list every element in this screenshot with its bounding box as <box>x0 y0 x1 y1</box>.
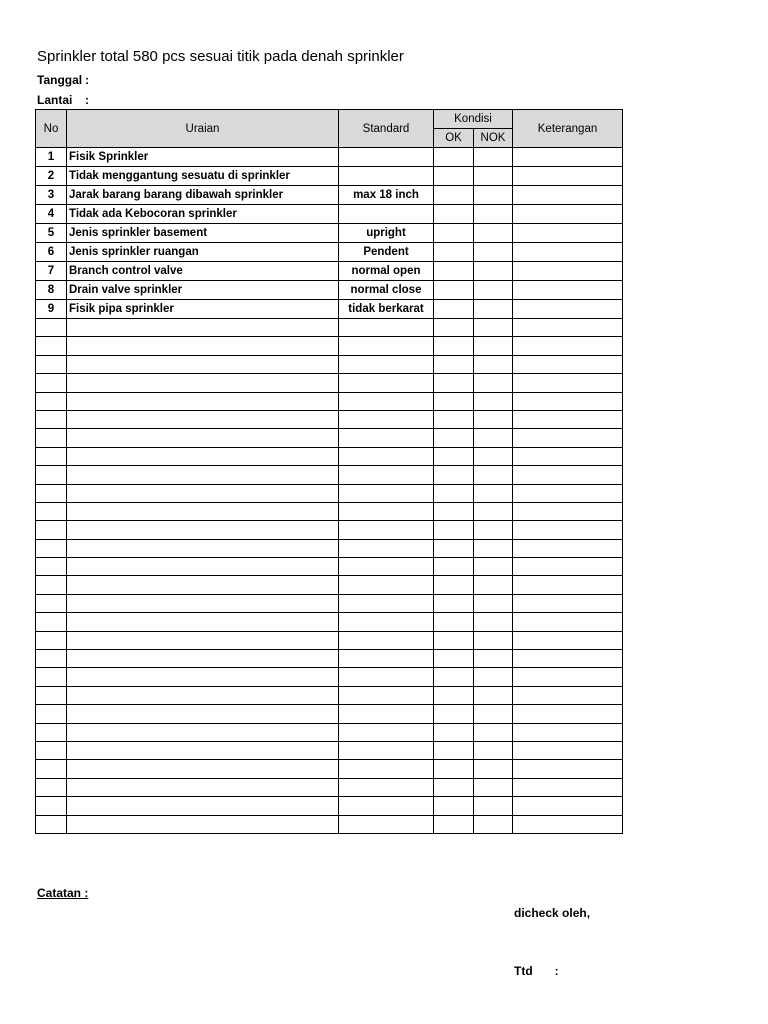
row-ok-cell[interactable] <box>434 243 474 262</box>
row-nok-cell[interactable] <box>474 429 513 447</box>
empty-table-row <box>36 797 623 815</box>
empty-table-row <box>36 686 623 704</box>
row-uraian: Jenis sprinkler ruangan <box>67 243 339 262</box>
row-nok-cell[interactable] <box>474 392 513 410</box>
row-ok-cell[interactable] <box>434 797 474 815</box>
row-uraian[interactable] <box>67 484 339 502</box>
lantai-line <box>37 93 89 107</box>
row-ok-cell[interactable] <box>434 148 474 167</box>
row-keterangan-cell[interactable] <box>513 705 623 723</box>
row-standard[interactable] <box>339 815 434 833</box>
row-standard[interactable] <box>339 392 434 410</box>
row-uraian: Fisik pipa sprinkler <box>67 300 339 319</box>
row-keterangan-cell[interactable] <box>513 631 623 649</box>
row-standard[interactable] <box>339 447 434 465</box>
row-uraian[interactable] <box>67 668 339 686</box>
row-standard: normal open <box>339 262 434 281</box>
row-ok-cell[interactable] <box>434 337 474 355</box>
row-uraian: Fisik Sprinkler <box>67 148 339 167</box>
row-ok-cell[interactable] <box>434 355 474 373</box>
row-standard[interactable] <box>339 319 434 337</box>
row-nok-cell[interactable] <box>474 723 513 741</box>
row-no[interactable] <box>36 374 67 392</box>
catatan-label: Catatan : <box>37 886 89 900</box>
row-ok-cell[interactable] <box>434 392 474 410</box>
table-row <box>36 262 623 281</box>
row-nok-cell[interactable] <box>474 281 513 300</box>
row-no[interactable] <box>36 558 67 576</box>
empty-table-row <box>36 447 623 465</box>
table-row <box>36 243 623 262</box>
empty-table-row <box>36 466 623 484</box>
row-nok-cell[interactable] <box>474 539 513 557</box>
empty-table-row <box>36 668 623 686</box>
row-keterangan-cell[interactable] <box>513 778 623 796</box>
header-keterangan: Keterangan <box>513 110 623 148</box>
row-uraian[interactable] <box>67 631 339 649</box>
row-standard[interactable] <box>339 484 434 502</box>
row-keterangan-cell[interactable] <box>513 797 623 815</box>
row-standard[interactable] <box>339 778 434 796</box>
row-no[interactable] <box>36 760 67 778</box>
row-uraian: Jarak barang barang dibawah sprinkler <box>67 186 339 205</box>
table-row <box>36 205 623 224</box>
row-no[interactable] <box>36 650 67 668</box>
ttd-label: Ttd <box>514 964 533 978</box>
row-keterangan-cell[interactable] <box>513 319 623 337</box>
row-standard[interactable] <box>339 355 434 373</box>
row-standard[interactable] <box>339 576 434 594</box>
tanggal-colon: : <box>85 73 89 87</box>
row-uraian[interactable] <box>67 613 339 631</box>
row-uraian[interactable] <box>67 502 339 520</box>
row-keterangan-cell[interactable] <box>513 410 623 428</box>
row-ok-cell[interactable] <box>434 319 474 337</box>
empty-table-row <box>36 355 623 373</box>
row-standard[interactable] <box>339 650 434 668</box>
row-keterangan-cell[interactable] <box>513 723 623 741</box>
empty-table-row <box>36 502 623 520</box>
header-standard: Standard <box>339 110 434 148</box>
row-standard[interactable] <box>339 668 434 686</box>
row-uraian[interactable] <box>67 576 339 594</box>
empty-table-row <box>36 521 623 539</box>
row-standard[interactable] <box>339 410 434 428</box>
row-no[interactable] <box>36 631 67 649</box>
row-ok-cell[interactable] <box>434 668 474 686</box>
table-row <box>36 281 623 300</box>
row-standard[interactable] <box>339 374 434 392</box>
empty-table-row <box>36 337 623 355</box>
row-uraian[interactable] <box>67 686 339 704</box>
row-nok-cell[interactable] <box>474 594 513 612</box>
row-keterangan-cell[interactable] <box>513 594 623 612</box>
row-keterangan-cell[interactable] <box>513 429 623 447</box>
row-uraian[interactable] <box>67 815 339 833</box>
header-ok: OK <box>434 129 474 148</box>
empty-table-row <box>36 410 623 428</box>
row-nok-cell[interactable] <box>474 705 513 723</box>
row-no[interactable] <box>36 741 67 759</box>
row-uraian[interactable] <box>67 319 339 337</box>
row-ok-cell[interactable] <box>434 262 474 281</box>
row-standard[interactable] <box>339 613 434 631</box>
row-uraian[interactable] <box>67 392 339 410</box>
row-keterangan-cell[interactable] <box>513 558 623 576</box>
header-kondisi: Kondisi <box>434 110 513 129</box>
row-no[interactable] <box>36 723 67 741</box>
row-keterangan-cell[interactable] <box>513 392 623 410</box>
row-keterangan-cell[interactable] <box>513 760 623 778</box>
row-uraian: Tidak ada Kebocoran sprinkler <box>67 205 339 224</box>
row-keterangan-cell[interactable] <box>513 741 623 759</box>
row-no[interactable] <box>36 521 67 539</box>
row-nok-cell[interactable] <box>474 558 513 576</box>
row-no: 1 <box>36 148 67 167</box>
row-standard[interactable] <box>339 741 434 759</box>
row-no[interactable] <box>36 392 67 410</box>
row-ok-cell[interactable] <box>434 778 474 796</box>
row-no[interactable] <box>36 355 67 373</box>
row-ok-cell[interactable] <box>434 815 474 833</box>
row-keterangan-cell[interactable] <box>513 148 623 167</box>
row-uraian: Tidak menggantung sesuatu di sprinkler <box>67 167 339 186</box>
row-nok-cell[interactable] <box>474 243 513 262</box>
row-no[interactable] <box>36 429 67 447</box>
row-ok-cell[interactable] <box>434 205 474 224</box>
row-nok-cell[interactable] <box>474 521 513 539</box>
row-keterangan-cell[interactable] <box>513 205 623 224</box>
row-nok-cell[interactable] <box>474 502 513 520</box>
row-nok-cell[interactable] <box>474 484 513 502</box>
row-no[interactable] <box>36 668 67 686</box>
row-uraian[interactable] <box>67 760 339 778</box>
row-ok-cell[interactable] <box>434 686 474 704</box>
row-nok-cell[interactable] <box>474 668 513 686</box>
row-standard: Pendent <box>339 243 434 262</box>
table-row <box>36 300 623 319</box>
signature-line <box>514 964 559 978</box>
row-nok-cell[interactable] <box>474 337 513 355</box>
row-no: 6 <box>36 243 67 262</box>
row-ok-cell[interactable] <box>434 466 474 484</box>
ttd-colon: : <box>554 964 559 978</box>
row-nok-cell[interactable] <box>474 797 513 815</box>
row-nok-cell[interactable] <box>474 447 513 465</box>
empty-table-row <box>36 778 623 796</box>
table-row <box>36 186 623 205</box>
row-uraian[interactable] <box>67 429 339 447</box>
row-no: 5 <box>36 224 67 243</box>
row-no: 8 <box>36 281 67 300</box>
empty-table-row <box>36 484 623 502</box>
empty-table-row <box>36 558 623 576</box>
row-nok-cell[interactable] <box>474 355 513 373</box>
row-no: 9 <box>36 300 67 319</box>
row-standard[interactable] <box>339 705 434 723</box>
empty-table-row <box>36 650 623 668</box>
row-ok-cell[interactable] <box>434 281 474 300</box>
empty-table-row <box>36 392 623 410</box>
row-uraian[interactable] <box>67 539 339 557</box>
row-no[interactable] <box>36 613 67 631</box>
row-nok-cell[interactable] <box>474 631 513 649</box>
row-keterangan-cell[interactable] <box>513 262 623 281</box>
row-keterangan-cell[interactable] <box>513 243 623 262</box>
table-row <box>36 148 623 167</box>
row-keterangan-cell[interactable] <box>513 686 623 704</box>
row-standard[interactable] <box>339 760 434 778</box>
row-nok-cell[interactable] <box>474 650 513 668</box>
row-nok-cell[interactable] <box>474 741 513 759</box>
row-uraian[interactable] <box>67 447 339 465</box>
row-standard[interactable] <box>339 686 434 704</box>
row-no[interactable] <box>36 576 67 594</box>
row-nok-cell[interactable] <box>474 815 513 833</box>
row-nok-cell[interactable] <box>474 186 513 205</box>
header-no: No <box>36 110 67 148</box>
row-no[interactable] <box>36 502 67 520</box>
row-standard[interactable] <box>339 723 434 741</box>
row-uraian[interactable] <box>67 410 339 428</box>
row-ok-cell[interactable] <box>434 186 474 205</box>
empty-table-row <box>36 374 623 392</box>
header-nok: NOK <box>474 129 513 148</box>
empty-table-row <box>36 576 623 594</box>
row-standard[interactable] <box>339 521 434 539</box>
row-uraian[interactable] <box>67 558 339 576</box>
row-nok-cell[interactable] <box>474 686 513 704</box>
empty-table-row <box>36 539 623 557</box>
row-no[interactable] <box>36 484 67 502</box>
row-no[interactable] <box>36 686 67 704</box>
row-keterangan-cell[interactable] <box>513 300 623 319</box>
row-standard[interactable] <box>339 631 434 649</box>
row-no[interactable] <box>36 539 67 557</box>
row-ok-cell[interactable] <box>434 705 474 723</box>
row-uraian[interactable] <box>67 521 339 539</box>
row-ok-cell[interactable] <box>434 224 474 243</box>
tanggal-label: Tanggal <box>37 73 83 87</box>
row-keterangan-cell[interactable] <box>513 668 623 686</box>
row-ok-cell[interactable] <box>434 167 474 186</box>
row-no[interactable] <box>36 337 67 355</box>
row-standard[interactable] <box>339 429 434 447</box>
row-nok-cell[interactable] <box>474 319 513 337</box>
row-nok-cell[interactable] <box>474 410 513 428</box>
row-standard[interactable] <box>339 539 434 557</box>
empty-table-row <box>36 429 623 447</box>
row-keterangan-cell[interactable] <box>513 815 623 833</box>
row-keterangan-cell[interactable] <box>513 502 623 520</box>
row-ok-cell[interactable] <box>434 594 474 612</box>
row-uraian[interactable] <box>67 594 339 612</box>
row-standard: max 18 inch <box>339 186 434 205</box>
row-keterangan-cell[interactable] <box>513 281 623 300</box>
row-nok-cell[interactable] <box>474 374 513 392</box>
row-no[interactable] <box>36 319 67 337</box>
row-nok-cell[interactable] <box>474 205 513 224</box>
row-keterangan-cell[interactable] <box>513 576 623 594</box>
row-no[interactable] <box>36 594 67 612</box>
row-uraian: Jenis sprinkler basement <box>67 224 339 243</box>
empty-table-row <box>36 741 623 759</box>
row-uraian[interactable] <box>67 374 339 392</box>
lantai-colon: : <box>85 93 89 107</box>
row-keterangan-cell[interactable] <box>513 521 623 539</box>
row-ok-cell[interactable] <box>434 723 474 741</box>
row-keterangan-cell[interactable] <box>513 186 623 205</box>
row-standard[interactable] <box>339 594 434 612</box>
row-ok-cell[interactable] <box>434 429 474 447</box>
empty-table-row <box>36 705 623 723</box>
row-ok-cell[interactable] <box>434 631 474 649</box>
row-standard <box>339 148 434 167</box>
row-ok-cell[interactable] <box>434 484 474 502</box>
row-ok-cell[interactable] <box>434 300 474 319</box>
row-keterangan-cell[interactable] <box>513 539 623 557</box>
row-uraian[interactable] <box>67 337 339 355</box>
tanggal-line <box>37 73 89 87</box>
row-no: 4 <box>36 205 67 224</box>
empty-table-row <box>36 319 623 337</box>
row-nok-cell[interactable] <box>474 224 513 243</box>
row-standard: upright <box>339 224 434 243</box>
table-row <box>36 224 623 243</box>
row-keterangan-cell[interactable] <box>513 447 623 465</box>
row-ok-cell[interactable] <box>434 760 474 778</box>
row-uraian[interactable] <box>67 723 339 741</box>
document-title: Sprinkler total 580 pcs sesuai titik pada denah sprinkler <box>37 48 404 65</box>
row-nok-cell[interactable] <box>474 167 513 186</box>
row-standard[interactable] <box>339 502 434 520</box>
lantai-label: Lantai <box>37 93 73 107</box>
checklist-body <box>36 148 623 834</box>
row-no: 7 <box>36 262 67 281</box>
row-nok-cell[interactable] <box>474 466 513 484</box>
row-uraian[interactable] <box>67 778 339 796</box>
row-ok-cell[interactable] <box>434 539 474 557</box>
row-nok-cell[interactable] <box>474 576 513 594</box>
row-keterangan-cell[interactable] <box>513 224 623 243</box>
row-ok-cell[interactable] <box>434 410 474 428</box>
row-nok-cell[interactable] <box>474 148 513 167</box>
row-standard[interactable] <box>339 797 434 815</box>
row-no[interactable] <box>36 466 67 484</box>
row-standard[interactable] <box>339 466 434 484</box>
row-uraian[interactable] <box>67 797 339 815</box>
row-standard: normal close <box>339 281 434 300</box>
row-keterangan-cell[interactable] <box>513 355 623 373</box>
row-ok-cell[interactable] <box>434 447 474 465</box>
row-uraian[interactable] <box>67 705 339 723</box>
row-standard[interactable] <box>339 558 434 576</box>
empty-table-row <box>36 631 623 649</box>
row-nok-cell[interactable] <box>474 300 513 319</box>
row-ok-cell[interactable] <box>434 613 474 631</box>
row-keterangan-cell[interactable] <box>513 484 623 502</box>
row-uraian: Drain valve sprinkler <box>67 281 339 300</box>
empty-table-row <box>36 815 623 833</box>
row-standard <box>339 205 434 224</box>
row-no[interactable] <box>36 410 67 428</box>
row-ok-cell[interactable] <box>434 741 474 759</box>
row-uraian[interactable] <box>67 650 339 668</box>
table-row <box>36 167 623 186</box>
row-no[interactable] <box>36 778 67 796</box>
row-keterangan-cell[interactable] <box>513 167 623 186</box>
inspection-checklist-table <box>35 109 623 834</box>
row-ok-cell[interactable] <box>434 576 474 594</box>
row-nok-cell[interactable] <box>474 760 513 778</box>
row-ok-cell[interactable] <box>434 502 474 520</box>
row-no[interactable] <box>36 705 67 723</box>
empty-table-row <box>36 594 623 612</box>
row-ok-cell[interactable] <box>434 374 474 392</box>
row-ok-cell[interactable] <box>434 558 474 576</box>
row-nok-cell[interactable] <box>474 778 513 796</box>
row-standard: tidak berkarat <box>339 300 434 319</box>
row-keterangan-cell[interactable] <box>513 374 623 392</box>
checked-by-label: dicheck oleh, <box>514 906 591 920</box>
row-nok-cell[interactable] <box>474 262 513 281</box>
row-uraian[interactable] <box>67 355 339 373</box>
row-standard <box>339 167 434 186</box>
row-no[interactable] <box>36 797 67 815</box>
row-no: 2 <box>36 167 67 186</box>
row-no[interactable] <box>36 447 67 465</box>
empty-table-row <box>36 723 623 741</box>
row-keterangan-cell[interactable] <box>513 650 623 668</box>
row-uraian: Branch control valve <box>67 262 339 281</box>
row-keterangan-cell[interactable] <box>513 613 623 631</box>
row-ok-cell[interactable] <box>434 521 474 539</box>
row-ok-cell[interactable] <box>434 650 474 668</box>
row-standard[interactable] <box>339 337 434 355</box>
row-keterangan-cell[interactable] <box>513 466 623 484</box>
row-no[interactable] <box>36 815 67 833</box>
row-uraian[interactable] <box>67 466 339 484</box>
row-no: 3 <box>36 186 67 205</box>
row-keterangan-cell[interactable] <box>513 337 623 355</box>
row-nok-cell[interactable] <box>474 613 513 631</box>
header-uraian: Uraian <box>67 110 339 148</box>
empty-table-row <box>36 760 623 778</box>
row-uraian[interactable] <box>67 741 339 759</box>
empty-table-row <box>36 613 623 631</box>
